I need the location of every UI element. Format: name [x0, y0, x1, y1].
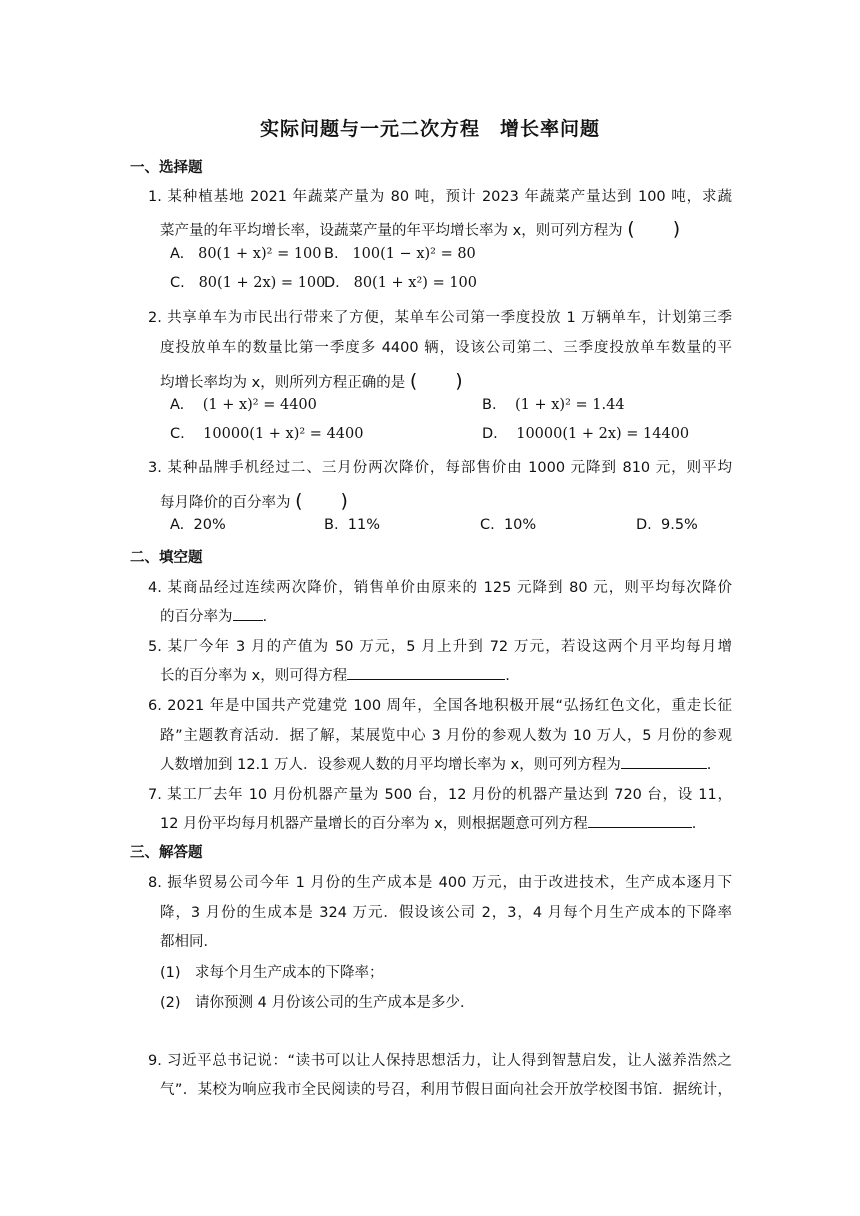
q2-option-d: [482, 426, 689, 442]
q3-line2: [160, 486, 744, 513]
q8-line3: 都相同．: [160, 934, 218, 950]
option-text: 80(1 + x)² = 100: [198, 246, 322, 262]
q4-end-mark: .: [262, 609, 268, 625]
option-label: C.: [480, 517, 495, 533]
option-text: 9.5%: [661, 517, 698, 533]
q5-line1: 5. 某厂今年 3 月的产值为 50 万元，5 月上升到 72 万元，若设这两个月平均每月增: [148, 639, 732, 655]
q6-line2: 路”主题教育活动．据了解，某展览中心 3 月份的参观人数为 10 万人，5 月份的参观: [160, 728, 732, 744]
option-label: D.: [636, 517, 652, 533]
q1-line1: 1. 某种植基地 2021 年蔬菜产量为 80 吨，预计 2023 年蔬菜产量达到 100 吨，求蔬: [148, 189, 732, 205]
q2-answer-paren: ( ): [409, 370, 463, 392]
q8-line1: 8. 振华贸易公司今年 1 月份的生产成本是 400 万元，由于改进技术，生产成本逐月下: [148, 875, 732, 891]
option-text: 100(1 − x)² = 80: [352, 246, 476, 262]
answer-blank[interactable]: [588, 813, 692, 828]
option-text: 80(1 + 2x) = 100: [198, 275, 326, 291]
q1-option-b: [324, 246, 476, 262]
q3-option-a: [170, 517, 226, 533]
q1-line2: [160, 214, 744, 241]
q2-line1: 2. 共享单车为市民出行带来了方便，某单车公司第一季度投放 1 万辆单车，计划第三季: [148, 310, 732, 326]
q4-line2: [160, 605, 744, 626]
q3-answer-paren: ( ): [295, 490, 348, 512]
answer-blank[interactable]: [233, 606, 263, 621]
q4-line1: 4. 某商品经过连续两次降价，销售单价由原来的 125 元降到 80 元，则平均每次降价: [148, 580, 732, 596]
q1-answer-paren: ( ): [627, 218, 681, 240]
option-label: D.: [482, 426, 498, 442]
option-label: C.: [170, 275, 185, 291]
answer-blank[interactable]: [347, 665, 505, 680]
q5-end-mark: .: [505, 668, 510, 684]
q2-option-b: [482, 397, 625, 413]
q8-line2: 降，3 月份的生成本是 324 万元．假设该公司 2，3，4 月每个月生产成本的下降率: [160, 905, 732, 921]
q2-option-c: [170, 426, 363, 442]
q7-line2: [160, 812, 744, 833]
q5-line2: [160, 664, 744, 685]
q8-subquestion-1: (1) 求每个月生产成本的下降率；: [160, 965, 384, 981]
q3-line2-text: 每月降价的百分率为: [160, 495, 291, 511]
option-text: 20%: [193, 517, 226, 533]
q3-option-c: [480, 517, 536, 533]
q8-subquestion-2: (2) 请你预测 4 月份该公司的生产成本是多少．: [160, 995, 475, 1011]
q1-option-d: [324, 275, 477, 291]
q2-line3: [160, 366, 744, 393]
option-label: A.: [170, 517, 185, 533]
option-label: A.: [170, 397, 185, 413]
option-text: 10000(1 + 2x) = 14400: [516, 426, 690, 442]
q3-option-d: [636, 517, 698, 533]
option-label: D.: [324, 275, 340, 291]
q1-line2-text: 菜产量的年平均增长率，设蔬菜产量的年平均增长率为 x，则可列方程为: [160, 223, 623, 239]
option-label: B.: [324, 517, 339, 533]
option-label: B.: [324, 246, 339, 262]
page-title: 实际问题与一元二次方程 增长率问题: [259, 118, 600, 140]
q6-line1: 6. 2021 年是中国共产党建党 100 周年，全国各地积极开展“弘扬红色文化，重走长征: [148, 698, 732, 714]
q6-end-mark: .: [706, 757, 712, 773]
section-heading-choice: 一、选择题: [130, 160, 203, 176]
q2-line2: 度投放单车的数量比第一季度多 4400 辆，设该公司第二、三季度投放单车数量的平: [160, 340, 732, 356]
option-text: 11%: [347, 517, 381, 533]
q9-line2: 气”．某校为响应我市全民阅读的号召，利用节假日面向社会开放学校图书馆．据统计，: [160, 1082, 732, 1098]
q3-option-b: [324, 517, 380, 533]
q6-line3: [160, 753, 744, 774]
q1-option-c: [170, 275, 325, 291]
section-heading-solve: 三、解答题: [130, 845, 203, 861]
option-label: C.: [170, 426, 185, 442]
option-text: 10%: [503, 517, 537, 533]
q6-line3-text: 人数增加到 12.1 万人．设参观人数的月平均增长率为 x，则可列方程为: [160, 757, 621, 773]
option-label: B.: [482, 397, 497, 413]
q1-option-a: [170, 246, 322, 262]
option-label: A.: [170, 246, 185, 262]
q9-line1: 9. 习近平总书记说：“读书可以让人保持思想活力，让人得到智慧启发，让人滋养浩然之: [148, 1053, 732, 1069]
answer-blank[interactable]: [621, 754, 707, 769]
q5-line2-text: 长的百分率为 x，则可得方程: [160, 668, 348, 684]
option-text: 10000(1 + x)² = 4400: [203, 426, 364, 442]
q7-line2-text: 12 月份平均每月机器产量增长的百分率为 x，则根据题意可列方程: [160, 816, 588, 832]
q2-option-a: [170, 397, 317, 413]
option-text: (1 + x)² = 1.44: [515, 397, 625, 413]
q7-end-mark: .: [691, 816, 697, 832]
option-text: 80(1 + x²) = 100: [353, 275, 478, 291]
option-text: (1 + x)² = 4400: [202, 397, 317, 413]
q2-line3-text: 均增长率均为 x，则所列方程正确的是: [160, 375, 406, 391]
q4-line2-text: 的百分率为: [160, 609, 233, 625]
q7-line1: 7. 某工厂去年 10 月份机器产量为 500 台，12 月份的机器产量达到 720 台，设 11，: [148, 787, 732, 803]
q3-line1: 3. 某种品牌手机经过二、三月份两次降价，每部售价由 1000 元降到 810 元，则平均: [148, 460, 732, 476]
section-heading-fill: 二、填空题: [130, 550, 203, 566]
